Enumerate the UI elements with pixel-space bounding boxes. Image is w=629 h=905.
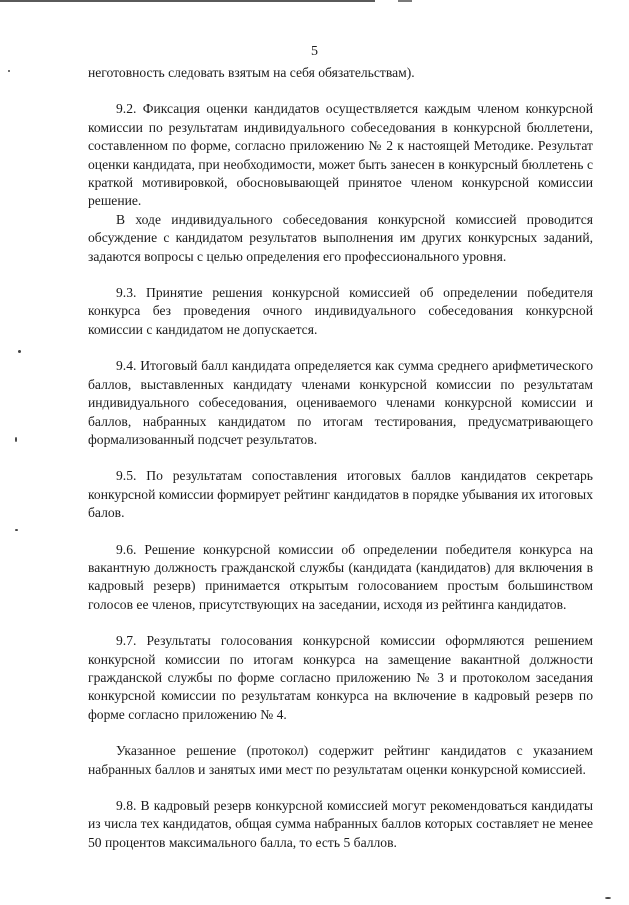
- scan-speck: [8, 70, 10, 72]
- scan-speck: [15, 529, 18, 531]
- scan-edge-top-right: [398, 0, 412, 2]
- paragraph-9-8: 9.8. В кадровый резерв конкурсной комиссией могут рекомендоваться кандидаты из числа тех кандидатов, общая сумма набранных баллов которых составляет не менее 50 процентов максимального балла, то есть 5 баллов.: [88, 798, 593, 850]
- scan-edge-top: [0, 0, 375, 2]
- paragraph-9-6: 9.6. Решение конкурсной комиссии об определении победителя конкурса на вакантную должность гражданской службы (кандидата (кандидатов) для включения в кадровый резерв) принимается открытым голосованием простым большинством голосов ее членов, присутствующих на заседании, исходя из рейтинга кандидатов.: [88, 541, 593, 612]
- paragraph-interview-discussion: В ходе индивидуального собеседования конкурсной комиссией проводится обсуждение с кандидатом результатов выполнения им других конкурсных заданий, задаются вопросы с целью определения его профессионального уровня.: [88, 211, 593, 264]
- document-body: [88, 64, 593, 852]
- paragraph-decision-rating: Указанное решение (протокол) содержит рейтинг кандидатов с указанием набранных баллов и занятых ими мест по результатам оценки конкурсной комиссией.: [88, 743, 593, 777]
- paragraph-9-7: 9.7. Результаты голосования конкурсной комиссии оформляются решением конкурсной комиссии по итогам конкурса на замещение вакантной должности гражданской службы по форме согласно приложению № 3 и протоколом заседания конкурсной комиссии по результатам конкурса на включение в кадровый резерв по форме согласно приложению № 4.: [88, 633, 593, 722]
- page-number: 5: [311, 44, 318, 59]
- paragraph-9-5: 9.5. По результатам сопоставления итоговых баллов кандидатов секретарь конкурсной комиссии формирует рейтинг кандидатов в порядке убывания их итоговых балов.: [88, 468, 593, 521]
- paragraph-continuation: неготовность следовать взятым на себя обязательствам).: [88, 65, 415, 80]
- paragraph-9-3: 9.3. Принятие решения конкурсной комиссией об определении победителя конкурса без проведения очного индивидуального собеседования конкурсной комиссии с кандидатом не допускается.: [88, 285, 593, 337]
- scan-speck: [15, 437, 17, 442]
- paragraph-9-4: 9.4. Итоговый балл кандидата определяется как сумма среднего арифметического баллов, выставленных кандидату членами конкурсной комиссии по результатам индивидуального собеседования, оцениваемого членами конкурсной комиссии и баллов, набранных кандидатом по итогам тестирования, предусматривающего формализованный подсчет результатов.: [88, 358, 593, 447]
- paragraph-9-2: 9.2. Фиксация оценки кандидатов осуществляется каждым членом конкурсной комиссии по результатам индивидуального собеседования в конкурсной бюллетени, составленном по форме, согласно приложению № 2 к настоящей Методике. Результат оценки кандидата, при необходимости, может быть занесен в конкурсный бюллетень с краткой мотивировкой, обосновывающей принятое членом конкурсной комиссии решение.: [88, 101, 593, 209]
- scan-speck: [18, 350, 21, 353]
- scan-speck: [605, 897, 611, 899]
